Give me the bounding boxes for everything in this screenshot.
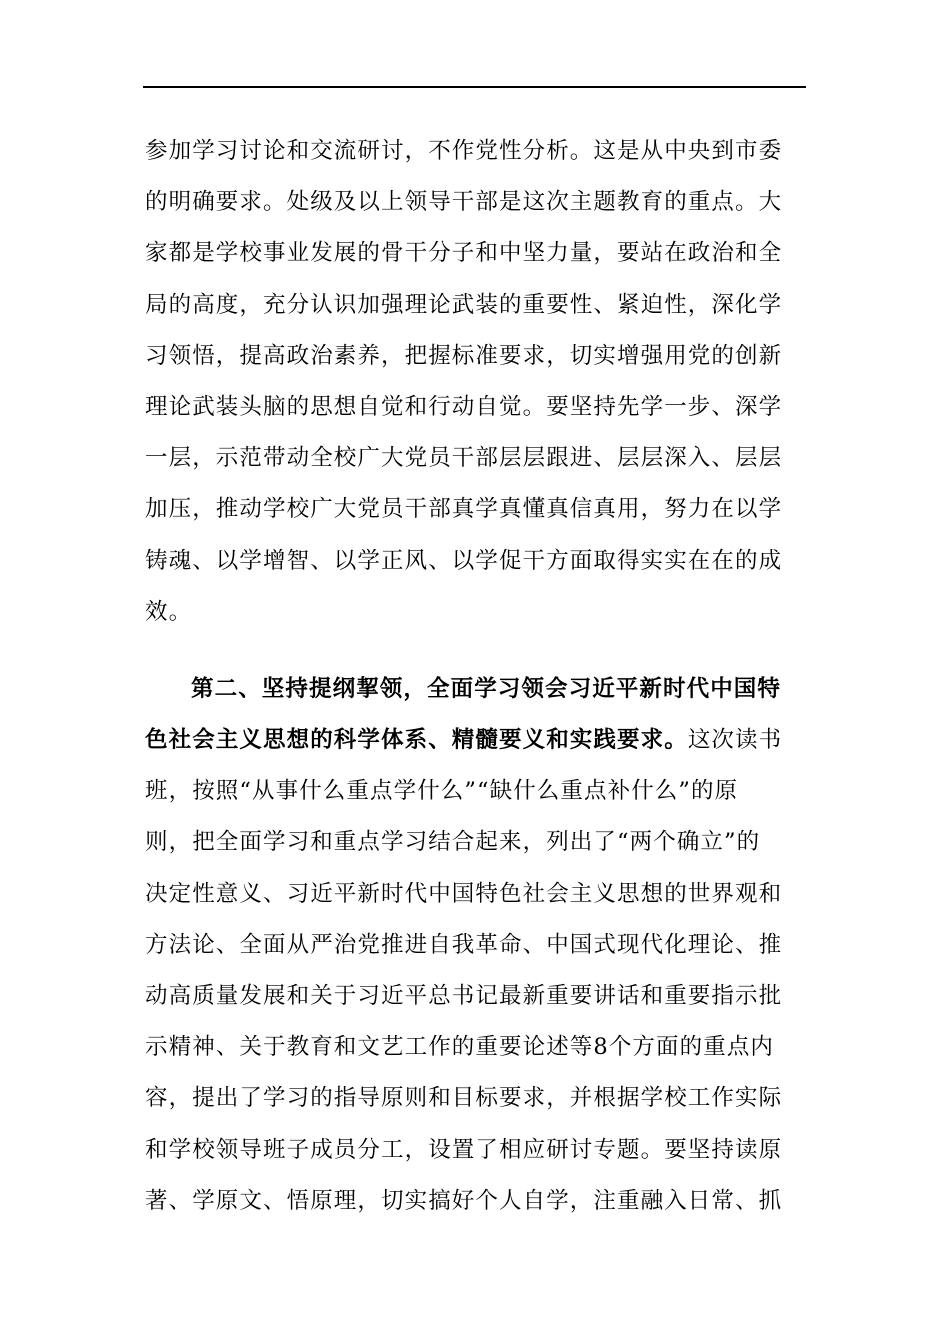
header-rule: [143, 86, 806, 88]
text-line: 班，按照“从事什么重点学什么”“缺什么重点补什么”的原: [145, 778, 739, 805]
text-line: 参加学习讨论和交流研讨，不作党性分析。这是从中央到市委: [145, 138, 783, 164]
text-line: 家都是学校事业发展的骨干分子和中坚力量，要站在政治和全: [145, 240, 783, 267]
paragraph-gap: [145, 638, 805, 664]
text-line: 效。: [145, 598, 193, 625]
section-heading-end: 色社会主义思想的科学体系、精髓要义和实践要求。: [145, 727, 688, 754]
text-line: 一层，示范带动全校广大党员干部层层跟进、层层深入、层层: [145, 445, 783, 472]
text-line: 理论武装头脑的思想自觉和行动自觉。要坚持先学一步、深学: [145, 393, 783, 420]
text-line: 加压，推动学校广大党员干部真学真懂真信真用，努力在以学: [145, 496, 783, 523]
text-line: 则，把全面学习和重点学习结合起来，列出了“两个确立”的: [145, 829, 761, 856]
text-line: 容，提出了学习的指导原则和目标要求，并根据学校工作实际: [145, 1085, 783, 1112]
text-line: 的明确要求。处级及以上领导干部是这次主题教育的重点。大: [145, 189, 783, 216]
text-run: 这次读书: [687, 727, 783, 754]
text-line: [145, 715, 805, 766]
paragraph-1: [145, 126, 805, 638]
text-line: 动高质量发展和关于习近平总书记最新重要讲话和重要指示批: [145, 983, 783, 1009]
text-line: 习领悟，提高政治素养，把握标准要求，切实增强用党的创新: [145, 342, 783, 369]
text-line: 和学校领导班子成员分工，设置了相应研讨专题。要坚持读原: [145, 1136, 783, 1163]
section-heading-line: 第二、坚持提纲挈领，全面学习领会习近平新时代中国特: [191, 675, 782, 702]
body-text: [145, 126, 805, 1227]
text-line: 著、学原文、悟原理，切实搞好个人自学，注重融入日常、抓: [145, 1187, 783, 1214]
text-line: 示精神、关于教育和文艺工作的重要论述等8个方面的重点内: [145, 1034, 775, 1061]
text-line: 决定性意义、习近平新时代中国特色社会主义思想的世界观和: [145, 880, 783, 907]
paragraph-2: [145, 664, 805, 1227]
text-line: 方法论、全面从严治党推进自我革命、中国式现代化理论、推: [145, 931, 783, 958]
text-line: 铸魂、以学增智、以学正风、以学促干方面取得实实在在的成: [145, 547, 783, 574]
text-line: 局的高度，充分认识加强理论武装的重要性、紧迫性，深化学: [145, 291, 783, 318]
